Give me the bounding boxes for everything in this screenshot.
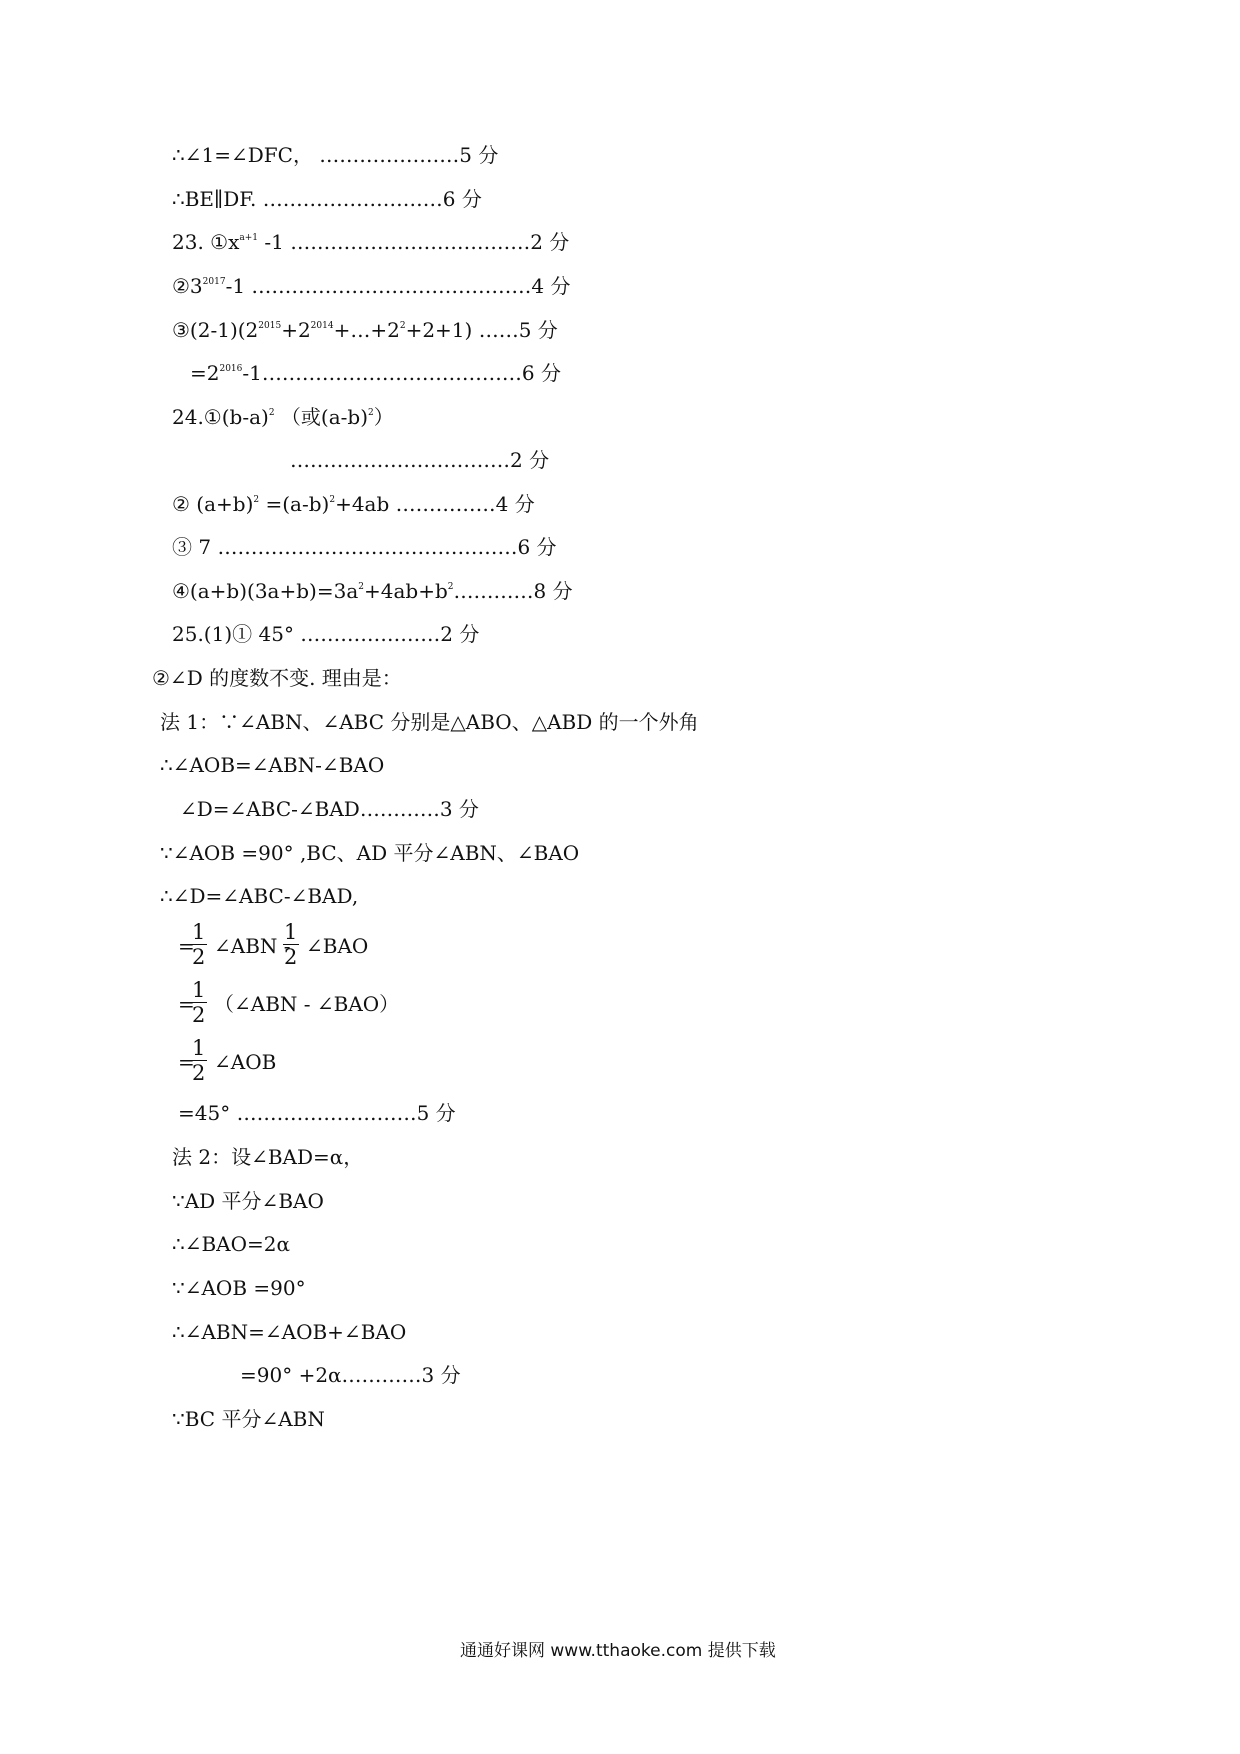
text: ∴∠AOB=∠ABN-∠BAO	[160, 753, 385, 777]
text: ∴BE∥DF. ………………………6 分	[172, 187, 482, 211]
text: ∵BC 平分∠ABN	[172, 1407, 325, 1431]
line-1	[172, 143, 498, 167]
line-16	[180, 797, 479, 821]
text: ④(a+b)(3a+b)=3a	[172, 579, 359, 603]
text: 24.①(b-a)	[172, 405, 269, 429]
numerator: 1	[192, 920, 206, 944]
text: ∵∠AOB =90°	[172, 1276, 306, 1300]
line-20-end	[214, 992, 399, 1016]
line-6	[190, 361, 561, 385]
line-10	[172, 535, 557, 559]
line-19-mid	[214, 934, 291, 958]
text: +…+2	[333, 318, 400, 342]
text: ∴∠1=∠DFC， …………………5 分	[172, 143, 499, 167]
text: +4ab+b	[363, 579, 448, 603]
denominator: 2	[192, 945, 206, 969]
footer-credit: 通通好课网 www.tthaoke.com 提供下载	[460, 1641, 776, 1661]
line-14	[160, 710, 699, 734]
line-26	[172, 1276, 306, 1300]
superscript: 2017	[202, 277, 226, 287]
text: 23. ①x	[172, 230, 240, 254]
text: -1 ……………………………………4 分	[225, 274, 571, 298]
text: ∴∠BAO=2α	[172, 1232, 291, 1256]
text: …………8 分	[453, 579, 573, 603]
text: ∵AD 平分∠BAO	[172, 1189, 324, 1213]
line-18	[160, 884, 358, 908]
text: =	[178, 934, 195, 958]
superscript: 2	[358, 582, 364, 592]
text: ……………………………2 分	[290, 448, 550, 472]
line-21-end	[214, 1050, 276, 1074]
text: ③(2-1)(2	[172, 318, 259, 342]
text: =45° ………………………5 分	[178, 1101, 456, 1125]
text: ∠BAO	[306, 934, 369, 958]
line-9	[172, 492, 535, 516]
fraction-one-half	[190, 920, 207, 969]
superscript: 2	[368, 408, 374, 418]
text: ∴∠ABN=∠AOB+∠BAO	[172, 1320, 407, 1344]
text: ∠ABN -	[214, 934, 291, 958]
text: ）	[373, 405, 394, 429]
line-19-end	[306, 934, 368, 958]
text: +2	[281, 318, 311, 342]
text: ② (a+b)	[172, 492, 254, 516]
text: -1…………………………………6 分	[242, 361, 561, 385]
line-25	[172, 1232, 290, 1256]
line-22	[178, 1101, 456, 1125]
superscript: 2015	[258, 321, 282, 331]
superscript: 2	[268, 408, 275, 418]
text: +4ab ……………4 分	[335, 492, 535, 516]
text: （∠ABN - ∠BAO）	[214, 992, 400, 1016]
text: =2	[190, 361, 220, 385]
superscript: 2014	[310, 321, 334, 331]
superscript: 2	[253, 495, 260, 505]
text: ∴∠D=∠ABC-∠BAD,	[160, 884, 359, 908]
text: ②∠D 的度数不变. 理由是：	[152, 666, 402, 690]
fraction-one-half	[282, 920, 299, 969]
line-3	[172, 230, 569, 254]
line-29	[172, 1407, 325, 1431]
line-2	[172, 187, 482, 211]
text: +2+1) ……5 分	[405, 318, 558, 342]
text: =	[178, 992, 195, 1016]
line-24	[172, 1189, 324, 1213]
text: 25.(1)① 45° …………………2 分	[172, 622, 480, 646]
line-8	[290, 448, 549, 472]
superscript: 2016	[219, 364, 243, 374]
text: =90° +2α…………3 分	[240, 1363, 461, 1387]
denominator: 2	[192, 1003, 206, 1027]
text: =	[178, 1050, 195, 1074]
text: ∠AOB	[214, 1050, 277, 1074]
superscript: a+1	[239, 233, 259, 243]
text: （或(a-b)	[274, 405, 369, 429]
text: ∵∠AOB =90° ,BC、AD 平分∠ABN、∠BAO	[160, 841, 580, 865]
text: ∠D=∠ABC-∠BAD…………3 分	[180, 797, 479, 821]
text: =(a-b)	[259, 492, 330, 516]
superscript: 2	[329, 495, 336, 505]
fraction-one-half	[190, 978, 207, 1027]
denominator: 2	[284, 945, 298, 969]
fraction-one-half	[190, 1036, 207, 1085]
line-28	[240, 1363, 461, 1387]
numerator: 1	[192, 1036, 206, 1060]
line-17	[160, 841, 579, 865]
numerator: 1	[284, 920, 298, 944]
denominator: 2	[192, 1061, 206, 1085]
line-12	[172, 622, 479, 646]
text: 法 2：设∠BAD=α，	[172, 1145, 364, 1169]
line-11	[172, 579, 573, 603]
line-13	[152, 666, 402, 690]
numerator: 1	[192, 978, 206, 1002]
text: ③ 7 ………………………………………6 分	[172, 535, 557, 559]
line-15	[160, 753, 384, 777]
superscript: 2	[399, 321, 406, 331]
line-5	[172, 318, 558, 342]
line-4	[172, 274, 570, 298]
text: ②3	[172, 274, 203, 298]
line-7	[172, 405, 394, 429]
superscript: 2	[447, 582, 454, 592]
text: 法 1：∵∠ABN、∠ABC 分别是△ABO、△ABD 的一个外角	[160, 710, 699, 734]
text: -1 ………………………………2 分	[258, 230, 570, 254]
line-23	[172, 1145, 363, 1169]
line-27	[172, 1320, 406, 1344]
